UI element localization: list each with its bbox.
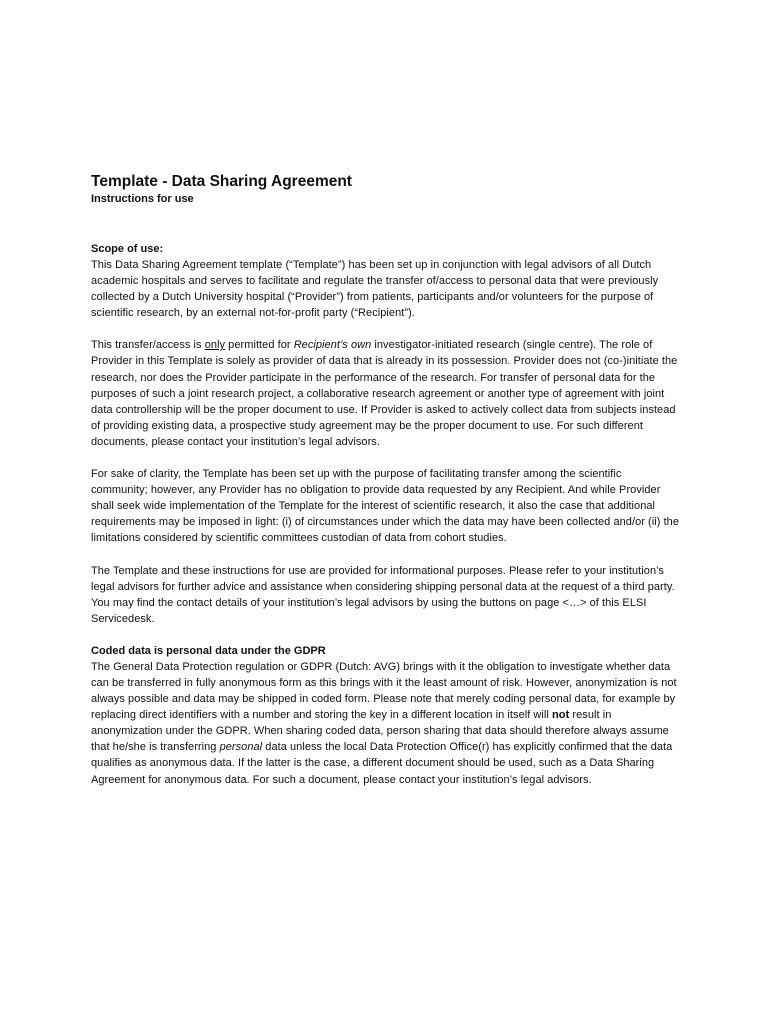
scope-heading: Scope of use:	[91, 243, 164, 255]
coded-personal: personal	[219, 741, 263, 754]
coded-not: not	[552, 709, 570, 722]
scope-p2-text-b: permitted for	[225, 339, 294, 352]
document-subtitle: Instructions for use	[91, 193, 194, 205]
scope-p2-only: only	[204, 339, 226, 352]
coded-data-paragraph	[91, 659, 681, 788]
scope-paragraph-1: This Data Sharing Agreement template (“Template”) has been set up in conjunction with legal advisors of all Dutch academic hospitals and serves to facilitate and regulate the transfer of/access to personal data that were previously collected by a Dutch University hospital (“Provider”) from patients, participants and/or volunteers for the purpose of scientific research, by an external not-for-profit party (“Recipient”).	[91, 259, 659, 320]
scope-p2-recipients-own: Recipient’s own	[293, 339, 372, 352]
coded-text-c: data unless the local Data Protection Office(r) has explicitly confirmed that the data qualifies as anonymous data. If the latter is the case, a different document should be used, such as a Data Sharing Agreement for anonymous data. For such a document, please contact your institution’s legal advisors.	[91, 741, 673, 786]
scope-p2-text-a: This transfer/access is	[91, 339, 205, 352]
coded-text-b: result in anonymization under the GDPR. When sharing coded data, person sharing that data should therefore always assume that he/she is transferring	[91, 709, 669, 754]
coded-text-a: The General Data Protection regulation or GDPR (Dutch: AVG) brings with it the obligation to investigate whether data can be transferred in fully anonymous form as this brings with it the least amount of risk. However, anonymization is not always possible and data may be shipped in coded form. Please note that merely coding personal data, for example by replacing direct identifiers with a number and storing the key in a different location in itself will	[91, 660, 677, 722]
coded-data-heading: Coded data is personal data under the GDPR	[91, 644, 326, 657]
scope-paragraph-4: The Template and these instructions for use are provided for informational purposes. Please refer to your institution’s legal advisors for further advice and assistance when considering shipping personal data at the request of a third party. You may find the contact details of your institution’s legal advisors by using the buttons on page <…> of this ELSI Servicedesk.	[91, 564, 675, 625]
document-page	[91, 172, 681, 804]
scope-p2-text-c: investigator-initiated research (single centre). The role of Provider in this Template is solely as provider of data that is already in its possession. Provider does not (co-)initiate the research, nor does the Provider participate in the performance of the research. For transfer of personal data for the purposes of such a joint research project, a collaborative research agreement or another type of agreement with joint data controllership will be the proper document to use. If Provider is asked to actively collect data from subjects instead of providing existing data, a prospective study agreement may be the proper document to use. For such different documents, please contact your institution’s legal advisors.	[91, 339, 678, 448]
scope-paragraph-2	[91, 337, 681, 450]
scope-paragraph-3: For sake of clarity, the Template has been set up with the purpose of facilitating transfer among the scientific community; however, any Provider has no obligation to provide data requested by any Recipient. And while Provider shall seek wide implementation of the Template for the interest of scientific research, it also the case that additional requirements may be imposed in light: (i) of circumstances under which the data may have been collected and/or (ii) the limitations considered by scientific committees custodian of data from cohort studies.	[91, 468, 680, 545]
document-title: Template - Data Sharing Agreement	[91, 173, 352, 190]
